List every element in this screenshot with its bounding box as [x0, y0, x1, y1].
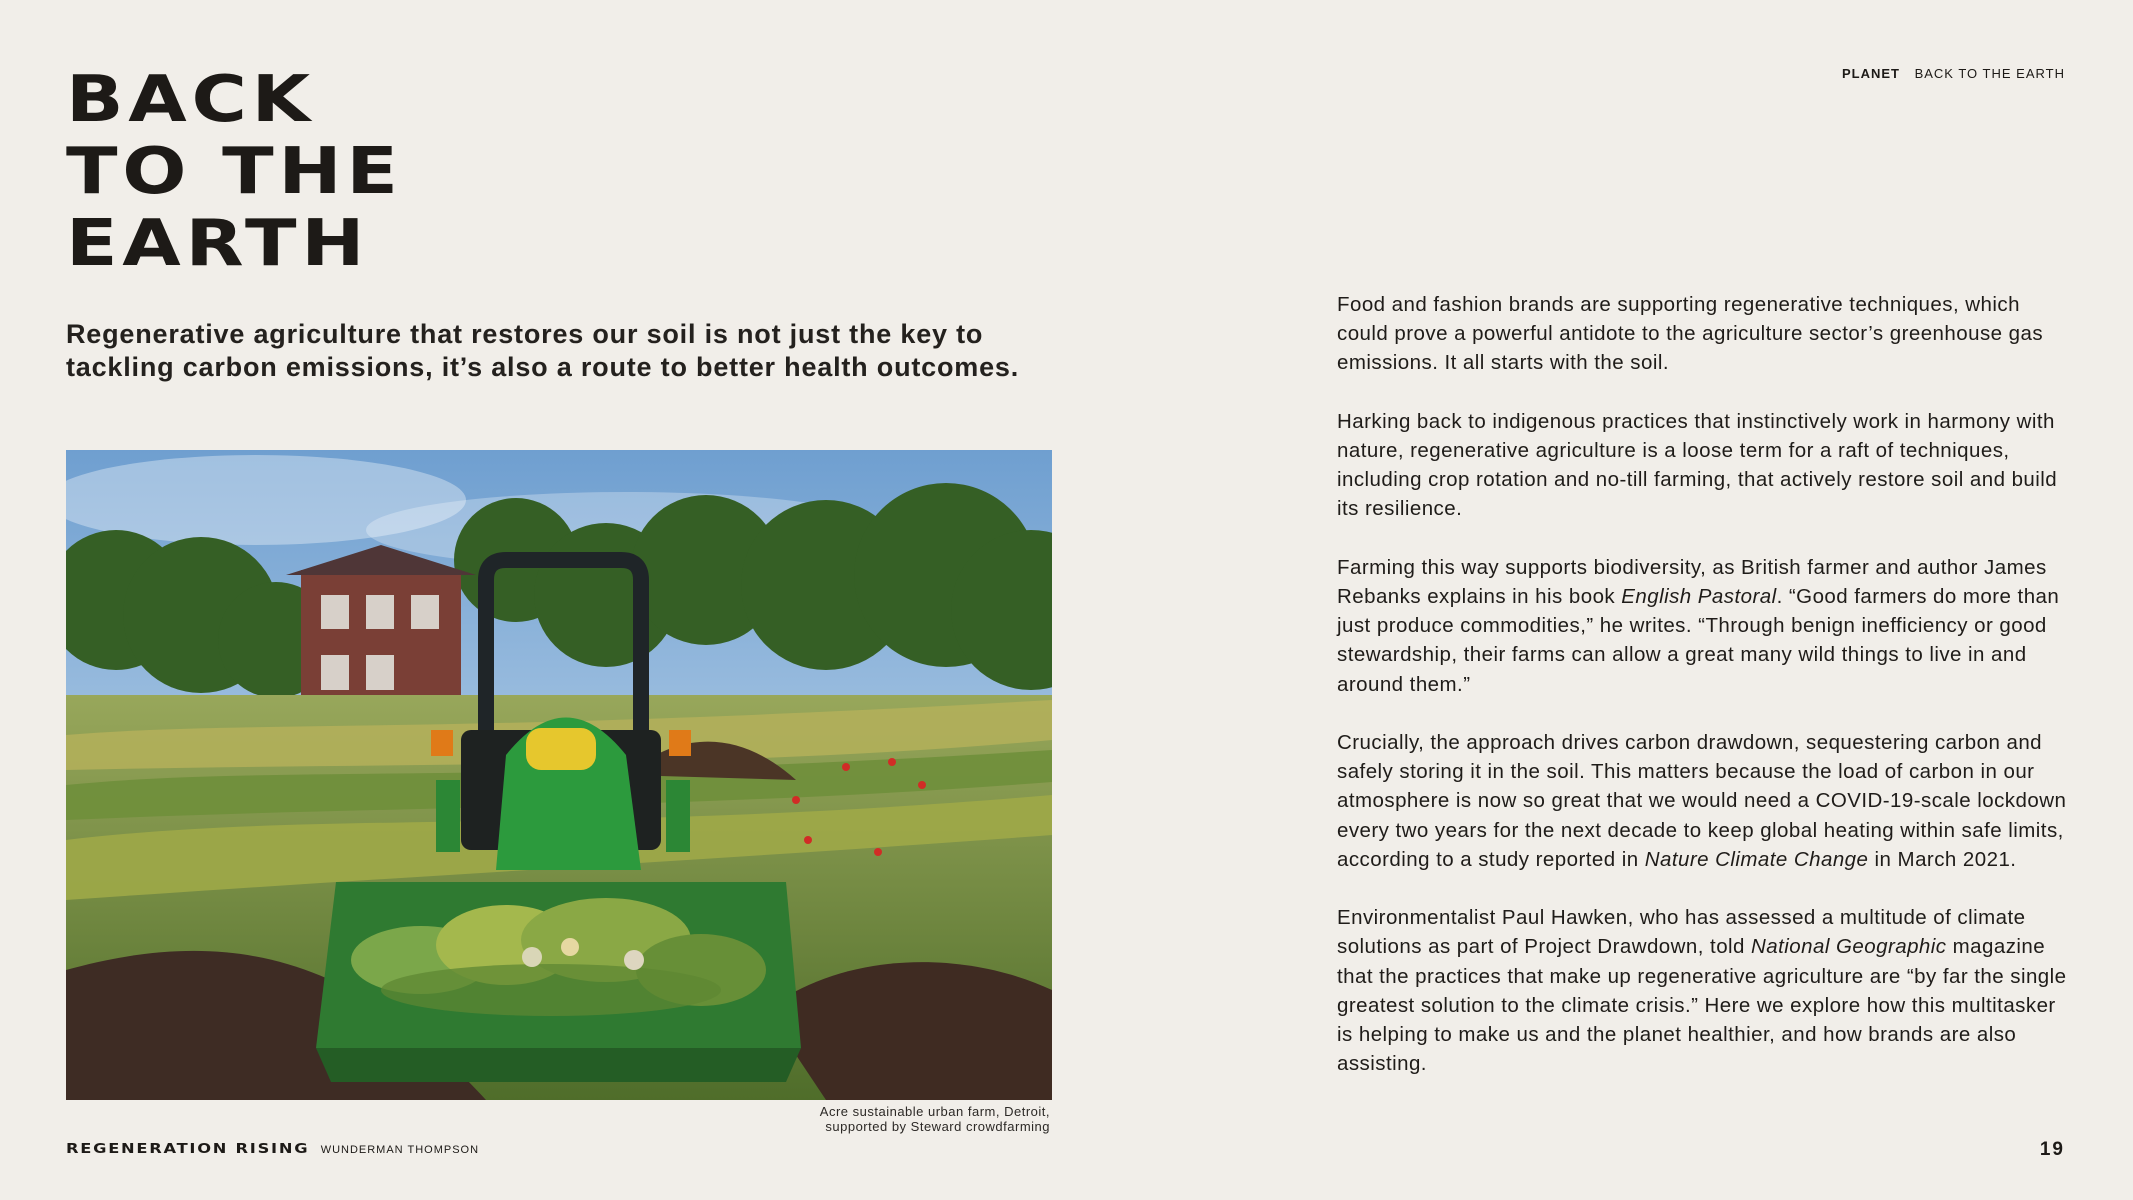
- paragraph-5-text-a: Environmentalist Paul Hawken, who has assessed a multitude of climate solutions as part of Project Drawdown, told: [1337, 906, 2026, 959]
- caption-line-2: supported by Steward crowdfarming: [825, 1119, 1050, 1134]
- body-paragraph-5: [1337, 903, 2070, 1078]
- tractor-field-illustration: [66, 450, 1052, 1100]
- publication-brand: REGENERATION RISING: [66, 1142, 310, 1157]
- running-header: [1842, 66, 2065, 81]
- article-label: BACK TO THE EARTH: [1914, 66, 2065, 81]
- page-number: 19: [2039, 1139, 2065, 1160]
- paragraph-4-text-a: Crucially, the approach drives carbon drawdown, sequestering carbon and safely storing it in the soil. This matters because the load of carbon in our atmosphere is now so great that we would need a COVID-19-scale lockdown every two years for the next decade to keep global heating within safe limits, according to a study reported in: [1337, 731, 2067, 871]
- book-title: English Pastoral: [1621, 585, 1777, 608]
- title-line-3: EARTH: [66, 207, 370, 281]
- body-paragraph-1: Food and fashion brands are supporting regenerative techniques, which could prove a powerful antidote to the agriculture sector’s greenhouse gas emissions. It all starts with the soil.: [1337, 293, 2044, 375]
- footer-credit: [66, 1142, 479, 1157]
- farm-photo: [66, 450, 1052, 1100]
- page-title: [66, 64, 680, 280]
- body-paragraph-4: [1337, 728, 2070, 874]
- agency-name: WUNDERMAN THOMPSON: [320, 1144, 480, 1156]
- house: [286, 545, 476, 715]
- paragraph-3-text-a: Farming this way supports biodiversity, as British farmer and author James Rebanks explains in his book: [1337, 555, 2047, 608]
- caption-line-1: Acre sustainable urban farm, Detroit,: [819, 1104, 1050, 1119]
- section-label: PLANET: [1841, 66, 1900, 81]
- title-line-1: BACK: [66, 63, 315, 137]
- intro-deck: Regenerative agriculture that restores our soil is not just the key to tackling carbon emissions, it’s also a route to better health outcomes.: [66, 319, 1020, 382]
- body-paragraph-2: Harking back to indigenous practices that instinctively work in harmony with nature, regenerative agriculture is a loose term for a raft of techniques, including crop rotation and no-till farming, that actively restore soil and build its resilience.: [1337, 409, 2058, 521]
- article-body: [1337, 290, 2070, 1108]
- magazine-title: National Geographic: [1751, 935, 1947, 959]
- title-line-2: TO THE: [66, 135, 403, 209]
- body-paragraph-3: [1337, 553, 2070, 699]
- paragraph-4-text-b: in March 2021.: [1868, 847, 2017, 871]
- photo-caption: [620, 1104, 1050, 1134]
- paragraph-5-text-b: magazine that the practices that make up regenerative agriculture are “by far the single greatest solution to the climate crisis.” Here we explore how this multitasker is helping to make us and the planet healthier, and how brands are also assisting.: [1337, 935, 2067, 1076]
- paragraph-3-text-b: . “Good farmers do more than just produce commodities,” he writes. “Through benign inefficiency or good stewardship, their farms can allow a great many wild things to live in and around them.”: [1337, 585, 2060, 696]
- journal-title: Nature Climate Change: [1644, 847, 1869, 871]
